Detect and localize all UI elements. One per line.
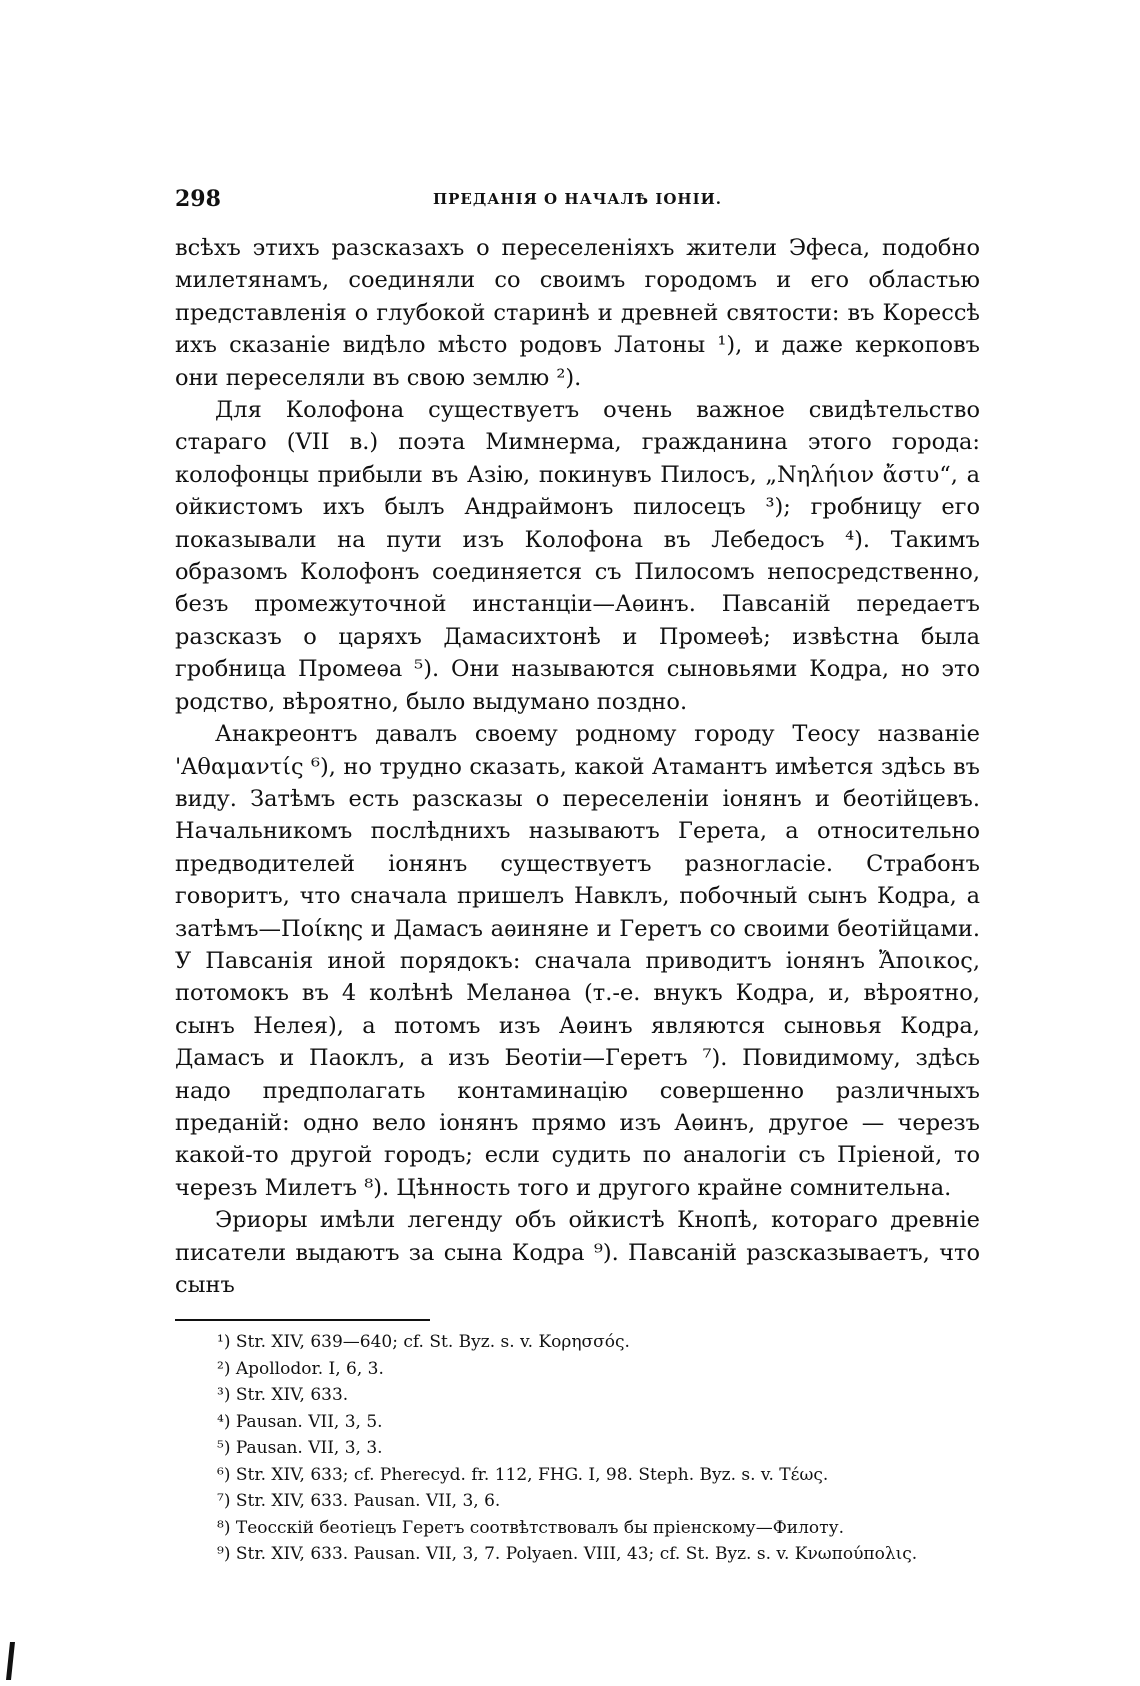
body-text bbox=[175, 232, 980, 1301]
footnote-divider bbox=[175, 1319, 430, 1321]
footnotes bbox=[175, 1329, 980, 1568]
book-page bbox=[175, 186, 980, 1568]
paragraph: Эриоры имѣли легенду объ ойкистѣ Кнопѣ, котораго древніе писатели выдаютъ за сына Кодра ⁹). Павсаній разсказываетъ, что сынъ bbox=[175, 1207, 980, 1298]
paragraph: Для Колофона существуетъ очень важное свидѣтельство стараго (VII в.) поэта Мимнерма, гражданина этого города: колофонцы прибыли въ Азію, покинувъ Пилосъ, „Νηλήιον ἄστυ“, а ойкистомъ ихъ былъ Андраймонъ пилосецъ ³); гробницу его показывали на пути изъ Колофона въ Лебедосъ ⁴). Такимъ образомъ Колофонъ соединяется съ Пилосомъ непосредственно, безъ промежуточной инстанціи—Аѳинъ. Павсаній передаетъ разсказъ о царяхъ Дамасихтонѣ и Промеѳѣ; извѣстна была гробница Промеѳа ⁵). Они называются сыновьями Кодра, но это родство, вѣроятно, было выдумано поздно. bbox=[175, 397, 980, 715]
footnote: ⁵) Pausan. VII, 3, 3. bbox=[217, 1438, 383, 1459]
running-title: ПРЕДАНІЯ О НАЧАЛѢ ІОНІИ. bbox=[432, 190, 723, 208]
paragraph: Анакреонтъ давалъ своему родному городу Теосу названіе 'Αθαμαντίς ⁶), но трудно сказать, какой Атамантъ имѣется здѣсь въ виду. Затѣмъ есть разсказы о переселеніи іонянъ и беотійцевъ. Начальникомъ послѣднихъ называютъ Герета, а относительно предводителей іонянъ существуетъ разногласіе. Страбонъ говоритъ, что сначала пришелъ Навклъ, побочный сынъ Кодра, а затѣмъ—Ποίκης и Дамасъ аѳиняне и Гeретъ со своими беотійцами. У Павсанія иной порядокъ: сначала приводитъ іонянъ Ἄποικος, потомокъ въ 4 колѣнѣ Меланѳа (т.-е. внукъ Кодра, и, вѣроятно, сынъ Нелея), а потомъ изъ Аѳинъ являются сыновья Кодра, Дамасъ и Паоклъ, а изъ Беотіи—Гeретъ ⁷). Повидимому, здѣсь надо предполагать контаминацію совершенно различныхъ преданій: одно вело іонянъ прямо изъ Аѳинъ, другое — черезъ какой-то другой городъ; если судить по аналогіи съ Пріеной, то черезъ Милетъ ⁸). Цѣнность того и другого крайне сомнительна. bbox=[175, 721, 980, 1201]
scan-margin-mark bbox=[6, 1642, 15, 1680]
footnote: ⁴) Pausan. VII, 3, 5. bbox=[217, 1411, 383, 1432]
footnote: ⁶) Str. XIV, 633; cf. Pherecyd. fr. 112, FHG. I, 98. Steph. Byz. s. v. Τέως. bbox=[217, 1464, 829, 1485]
page-number: 298 bbox=[175, 186, 221, 212]
footnote: ⁹) Str. XIV, 633. Pausan. VII, 3, 7. Polyaen. VIII, 43; cf. St. Byz. s. v. Κνωπούπολις. bbox=[217, 1544, 918, 1565]
footnote: ²) Apollodor. I, 6, 3. bbox=[217, 1358, 384, 1379]
paragraph: всѣхъ этихъ разсказахъ о переселеніяхъ жители Эфеса, подобно милетянамъ, соединяли со своимъ городомъ и его областью представленія о глубокой старинѣ и древней святости: въ Корессѣ ихъ сказаніе видѣло мѣсто родовъ Латоны ¹), и даже керкоповъ они переселяли въ свою землю ²). bbox=[175, 235, 980, 391]
footnote: ³) Str. XIV, 633. bbox=[217, 1385, 349, 1406]
footnote: ¹) Str. XIV, 639—640; cf. St. Byz. s. v. Κορησσός. bbox=[217, 1332, 630, 1353]
footnote: ⁷) Str. XIV, 633. Pausan. VII, 3, 6. bbox=[217, 1491, 501, 1512]
footnote: ⁸) Теосскій беотіецъ Гeретъ соотвѣтствовалъ бы пріенскому—Филоту. bbox=[217, 1517, 844, 1538]
running-head bbox=[175, 186, 980, 216]
